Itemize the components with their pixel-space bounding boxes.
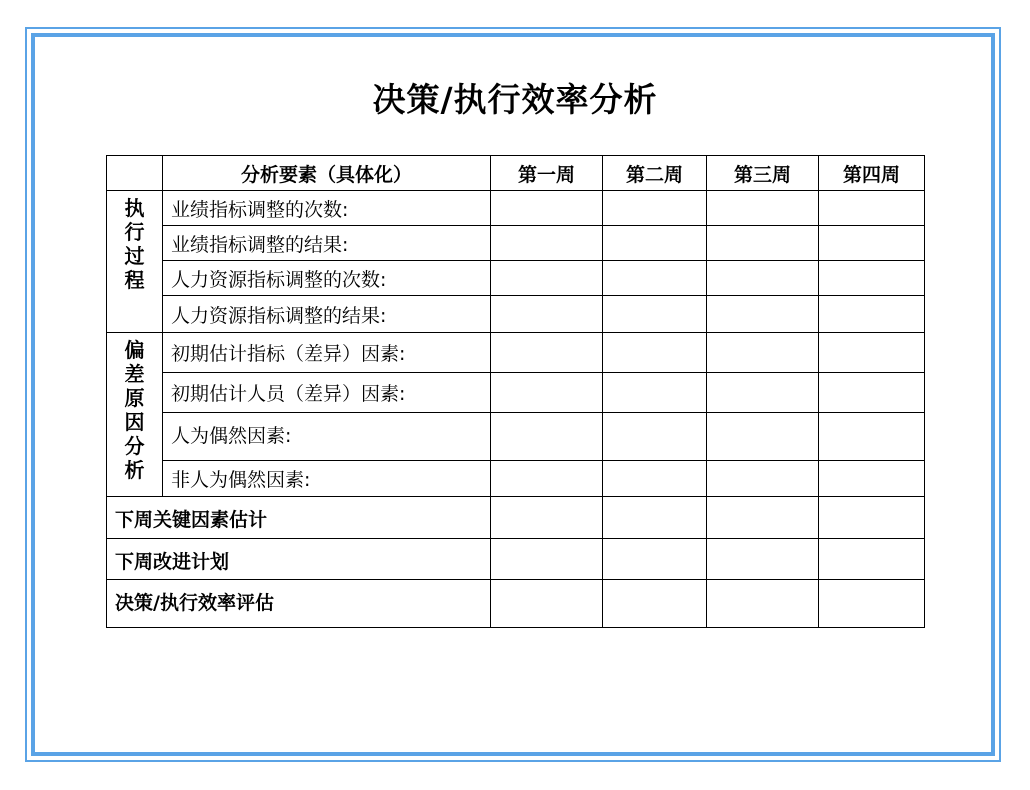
week-4-cell[interactable] — [819, 333, 925, 373]
week-3-cell[interactable] — [707, 333, 819, 373]
category-char: 偏 — [124, 338, 145, 362]
factor-item: 业绩指标调整的结果: — [163, 226, 491, 261]
week-2-cell[interactable] — [603, 580, 707, 628]
week-3-cell[interactable] — [707, 261, 819, 296]
week-1-cell[interactable] — [491, 580, 603, 628]
factor-item: 初期估计指标（差异）因素: — [163, 333, 491, 373]
table-row — [107, 497, 925, 539]
week-4-cell[interactable] — [819, 296, 925, 333]
header-row — [107, 156, 925, 191]
week-4-cell[interactable] — [819, 373, 925, 413]
category-char: 执 — [124, 196, 145, 220]
week-1-cell[interactable] — [491, 497, 603, 539]
category-execution-process — [107, 191, 163, 333]
category-char: 分 — [124, 434, 145, 458]
category-deviation-analysis — [107, 333, 163, 497]
category-char: 因 — [124, 410, 145, 434]
category-char: 差 — [124, 362, 145, 386]
header-week-2: 第二周 — [603, 156, 707, 191]
week-2-cell[interactable] — [603, 413, 707, 461]
summary-improvement-plan: 下周改进计划 — [107, 539, 491, 580]
week-3-cell[interactable] — [707, 296, 819, 333]
category-char: 过 — [124, 244, 145, 268]
week-2-cell[interactable] — [603, 191, 707, 226]
table-row — [107, 539, 925, 580]
factor-item: 非人为偶然因素: — [163, 461, 491, 497]
week-2-cell[interactable] — [603, 539, 707, 580]
week-2-cell[interactable] — [603, 497, 707, 539]
factor-item: 业绩指标调整的次数: — [163, 191, 491, 226]
factor-item: 人力资源指标调整的次数: — [163, 261, 491, 296]
summary-efficiency-evaluation: 决策/执行效率评估 — [107, 580, 491, 628]
week-4-cell[interactable] — [819, 539, 925, 580]
header-blank-cell — [107, 156, 163, 191]
week-4-cell[interactable] — [819, 261, 925, 296]
table-row — [107, 333, 925, 373]
week-1-cell[interactable] — [491, 413, 603, 461]
category-char: 析 — [124, 458, 145, 482]
week-4-cell[interactable] — [819, 413, 925, 461]
table-row — [107, 461, 925, 497]
week-3-cell[interactable] — [707, 539, 819, 580]
week-3-cell[interactable] — [707, 497, 819, 539]
week-2-cell[interactable] — [603, 333, 707, 373]
week-3-cell[interactable] — [707, 191, 819, 226]
week-3-cell[interactable] — [707, 461, 819, 497]
category-char: 原 — [124, 386, 145, 410]
table-row — [107, 261, 925, 296]
week-1-cell[interactable] — [491, 539, 603, 580]
week-4-cell[interactable] — [819, 226, 925, 261]
category-char: 程 — [124, 268, 145, 292]
header-week-4: 第四周 — [819, 156, 925, 191]
header-week-1: 第一周 — [491, 156, 603, 191]
week-4-cell[interactable] — [819, 497, 925, 539]
week-4-cell[interactable] — [819, 580, 925, 628]
week-3-cell[interactable] — [707, 226, 819, 261]
table-row — [107, 226, 925, 261]
week-1-cell[interactable] — [491, 296, 603, 333]
header-week-3: 第三周 — [707, 156, 819, 191]
week-4-cell[interactable] — [819, 191, 925, 226]
analysis-table — [106, 155, 925, 628]
header-factor: 分析要素（具体化） — [163, 156, 491, 191]
week-2-cell[interactable] — [603, 226, 707, 261]
factor-item: 初期估计人员（差异）因素: — [163, 373, 491, 413]
week-2-cell[interactable] — [603, 261, 707, 296]
document-title: 决策/执行效率分析 — [372, 80, 658, 119]
week-2-cell[interactable] — [603, 373, 707, 413]
week-1-cell[interactable] — [491, 461, 603, 497]
week-1-cell[interactable] — [491, 373, 603, 413]
week-1-cell[interactable] — [491, 191, 603, 226]
week-1-cell[interactable] — [491, 261, 603, 296]
table-row — [107, 580, 925, 628]
table-row — [107, 191, 925, 226]
category-char: 行 — [124, 220, 145, 244]
week-4-cell[interactable] — [819, 461, 925, 497]
table-row — [107, 296, 925, 333]
week-2-cell[interactable] — [603, 296, 707, 333]
week-3-cell[interactable] — [707, 413, 819, 461]
week-3-cell[interactable] — [707, 580, 819, 628]
summary-key-factor-estimate: 下周关键因素估计 — [107, 497, 491, 539]
week-2-cell[interactable] — [603, 461, 707, 497]
week-1-cell[interactable] — [491, 333, 603, 373]
factor-item: 人力资源指标调整的结果: — [163, 296, 491, 333]
week-1-cell[interactable] — [491, 226, 603, 261]
week-3-cell[interactable] — [707, 373, 819, 413]
table-row — [107, 373, 925, 413]
factor-item: 人为偶然因素: — [163, 413, 491, 461]
table-row — [107, 413, 925, 461]
